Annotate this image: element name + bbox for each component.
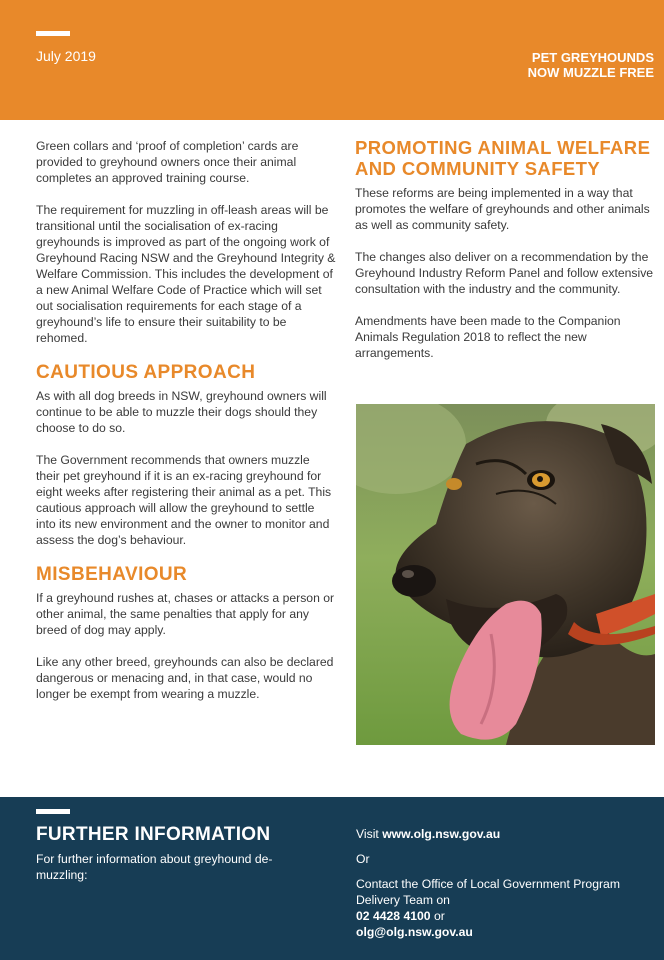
header-accent-bar — [36, 31, 70, 36]
contact-text: Contact the Office of Local Government Program Delivery Team on — [356, 877, 620, 907]
or-separator: Or — [356, 852, 370, 866]
email-link[interactable]: olg@olg.nsw.gov.au — [356, 925, 473, 939]
footer-further-information — [0, 797, 664, 960]
heading-cautious-approach: CAUTIOUS APPROACH — [36, 362, 256, 383]
visit-prefix: Visit — [356, 827, 379, 841]
issue-date: July 2019 — [36, 48, 96, 64]
paragraph-collars: Green collars and ‘proof of completion’ cards are provided to greyhound owners once their animal completes an approved training course. — [36, 139, 299, 185]
right-column — [355, 138, 655, 377]
paragraph-transitional: The requirement for muzzling in off-leash areas will be transitional until the socialisation of ex-racing greyhounds is improved as part of the ongoing work of Greyhound Racing NSW and the Greyhound Integrity & Welfare Commission. This includes the development of a new Animal Welfare Code of Practice which will set out socialisation requirements for each stage of a greyhound’s life to ensure their suitability to be rehomed. — [36, 203, 336, 345]
paragraph-amendments: Amendments have been made to the Companion Animals Regulation 2018 to reflect the new arrangements. — [355, 314, 621, 360]
or-inline: or — [433, 909, 445, 923]
phone-line — [356, 908, 646, 924]
paragraph-recommendation: The changes also deliver on a recommendation by the Greyhound Industry Reform Panel and follow extensive consultation with the industry and the community. — [355, 250, 654, 296]
title-line-2: NOW MUZZLE FREE — [527, 65, 654, 80]
paragraph-reforms: These reforms are being implemented in a way that promotes the welfare of greyhounds and other animals as well as community safety. — [355, 186, 650, 232]
greyhound-photo — [356, 404, 655, 745]
visit-line — [356, 826, 646, 842]
heading-promoting-welfare: PROMOTING ANIMAL WELFARE AND COMMUNITY SAFETY — [355, 137, 651, 179]
footer-accent-bar — [36, 809, 70, 814]
footer-contact — [356, 826, 646, 940]
header-banner — [0, 0, 664, 120]
heading-misbehaviour: MISBEHAVIOUR — [36, 564, 188, 585]
paragraph-government-recommends: The Government recommends that owners muzzle their pet greyhound if it is an ex-racing greyhound for eight weeks after registering their animal as a pet. This cautious approach will allow the greyhound to settle into its new environment and the owner to monitor and assess the dog’s behaviour. — [36, 453, 332, 547]
paragraph-dog-breeds: As with all dog breeds in NSW, greyhound owners will continue to be able to muzzle their dogs should they choose to do so. — [36, 389, 327, 435]
newsletter-title — [394, 50, 654, 80]
title-line-1: PET GREYHOUNDS — [531, 50, 654, 65]
phone-number[interactable]: 02 4428 4100 — [356, 909, 431, 923]
website-link[interactable]: www.olg.nsw.gov.au — [382, 827, 501, 841]
footer-heading: FURTHER INFORMATION — [36, 824, 271, 845]
left-column — [36, 138, 336, 718]
paragraph-penalties: If a greyhound rushes at, chases or attacks a person or other animal, the same penalties that apply for any breed of dog may apply. — [36, 591, 335, 637]
paragraph-dangerous: Like any other breed, greyhounds can also be declared dangerous or menacing and, in that case, would no longer be exempt from wearing a muzzle. — [36, 655, 334, 701]
footer-intro: For further information about greyhound de-muzzling: — [36, 852, 273, 882]
